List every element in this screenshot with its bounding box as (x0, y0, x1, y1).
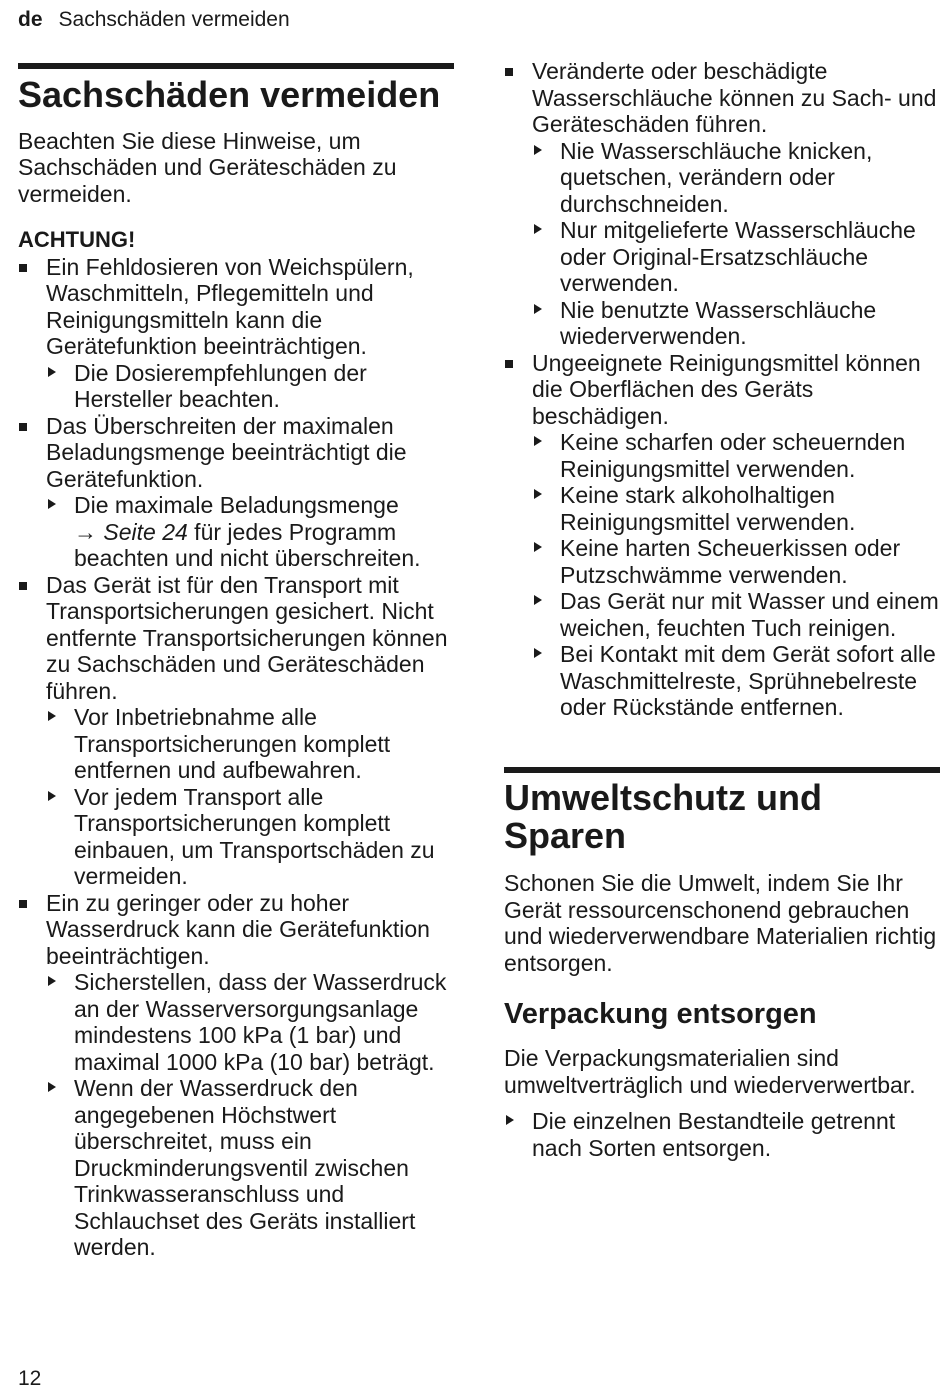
triangle-bullet-icon (48, 499, 56, 509)
warning-text: Ungeeignete Reinigungsmittel können die Oberflächen des Geräts beschädigen. (532, 349, 921, 429)
instruction-item: Sicherstellen, dass der Wasserdruck an der Wasserversorgungsanlage mindestens 100 kPa (1 bar) und maximal 1000 kPa (10 bar) beträgt. (46, 969, 454, 1075)
warning-item (18, 572, 454, 890)
triangle-bullet-icon (534, 542, 542, 552)
instruction-item: Das Gerät nur mit Wasser und einem weichen, feuchten Tuch reinigen. (532, 588, 940, 641)
left-column (18, 0, 454, 1261)
warning-text: Veränderte oder beschädigte Wasserschläuche können zu Sach- und Geräteschäden führen. (532, 58, 937, 137)
warning-item (18, 254, 454, 413)
square-bullet-icon (19, 582, 27, 590)
section-heading: Sachschäden vermeiden (18, 74, 441, 115)
instruction-item: Die einzelnen Bestandteile getrennt nach Sorten entsorgen. (504, 1108, 940, 1161)
section-heading: Umweltschutz und Sparen (504, 776, 823, 857)
triangle-bullet-icon (534, 489, 542, 499)
instruction-item: Keine harten Scheuerkissen oder Putzschwämme verwenden. (532, 535, 940, 588)
instruction-list (532, 138, 940, 350)
instruction-item: Wenn der Wasserdruck den angegebenen Höchstwert überschreitet, muss ein Druckminderungsventil zwischen Trinkwasseranschluss und Schlauchset des Geräts installiert werden. (46, 1075, 454, 1261)
instruction-item: Keine stark alkoholhaltigen Reinigungsmittel verwenden. (532, 482, 940, 535)
square-bullet-icon (19, 900, 27, 908)
instruction-list (532, 429, 940, 721)
warning-item (18, 413, 454, 572)
instruction-item: Keine scharfen oder scheuernden Reinigungsmittel verwenden. (532, 429, 940, 482)
triangle-bullet-icon (534, 595, 542, 605)
instruction-item: Nie Wasserschläuche knicken, quetschen, verändern oder durchschneiden. (532, 138, 940, 218)
triangle-bullet-icon (48, 976, 56, 986)
triangle-bullet-icon (534, 224, 542, 234)
warning-label: ACHTUNG! (18, 227, 136, 253)
triangle-bullet-icon (48, 367, 56, 377)
warning-item (504, 58, 940, 350)
warning-list (18, 254, 454, 1261)
triangle-bullet-icon (534, 648, 542, 658)
warning-item (504, 350, 940, 721)
warning-text: Das Gerät ist für den Transport mit Transportsicherungen gesichert. Nicht entfernte Transportsicherungen können zu Sachschäden und Geräteschäden führen. (46, 571, 448, 704)
env-intro-paragraph: Schonen Sie die Umwelt, indem Sie Ihr Gerät ressourcenschonend gebrauchen und wiederverwendbare Materialien richtig entsorgen. (504, 870, 937, 976)
warning-text: Ein zu geringer oder zu hoher Wasserdruck kann die Gerätefunktion beeinträchtigen. (46, 889, 430, 969)
instruction-item: Die maximale Beladungsmenge → Seite 24 für jedes Programm beachten und nicht überschreiten. (46, 492, 454, 572)
instruction-list (46, 492, 454, 572)
triangle-bullet-icon (506, 1115, 514, 1125)
triangle-bullet-icon (48, 711, 56, 721)
square-bullet-icon (505, 68, 513, 76)
triangle-bullet-icon (48, 791, 56, 801)
subsection-heading: Verpackung entsorgen (504, 998, 817, 1031)
page-number: 12 (18, 1367, 42, 1390)
section-rule (18, 63, 454, 69)
warning-text: Das Überschreiten der maximalen Beladungsmenge beeinträchtigt die Gerätefunktion. (46, 412, 407, 492)
triangle-bullet-icon (48, 1082, 56, 1092)
triangle-bullet-icon (534, 145, 542, 155)
triangle-bullet-icon (534, 304, 542, 314)
intro-paragraph: Beachten Sie diese Hinweise, um Sachschäden und Geräteschäden zu vermeiden. (18, 127, 397, 207)
instruction-item: Die Dosierempfehlungen der Hersteller beachten. (46, 360, 454, 413)
right-column (504, 0, 940, 1161)
instruction-item: Nie benutzte Wasserschläuche wiederverwenden. (532, 297, 940, 350)
instruction-item: Vor Inbetriebnahme alle Transportsicherungen komplett entfernen und aufbewahren. (46, 704, 454, 784)
header-title: Sachschäden vermeiden (58, 8, 290, 31)
section-rule (504, 767, 940, 773)
arrow-icon: → (74, 518, 97, 545)
triangle-bullet-icon (534, 436, 542, 446)
instruction-list (46, 704, 454, 890)
instruction-list (504, 1108, 940, 1161)
packaging-paragraph: Die Verpackungsmaterialien sind umweltverträglich und wiederverwertbar. (504, 1045, 916, 1098)
warning-list (504, 58, 940, 721)
page-reference-link[interactable]: Seite 24 (103, 518, 188, 545)
square-bullet-icon (19, 423, 27, 431)
warning-item (18, 890, 454, 1261)
language-code: de (18, 8, 43, 31)
warning-text: Ein Fehldosieren von Weichspülern, Waschmitteln, Pflegemitteln und Reinigungsmitteln kann die Gerätefunktion beeinträchtigen. (46, 253, 414, 360)
instruction-list (46, 969, 454, 1261)
square-bullet-icon (505, 360, 513, 368)
instruction-item: Nur mitgelieferte Wasserschläuche oder Original-Ersatzschläuche verwenden. (532, 217, 940, 297)
instruction-item: Bei Kontakt mit dem Gerät sofort alle Waschmittelreste, Sprühnebelreste oder Rückstände entfernen. (532, 641, 940, 721)
instruction-item: Vor jedem Transport alle Transportsicherungen komplett einbauen, um Transportschäden zu vermeiden. (46, 784, 454, 890)
instruction-list (46, 360, 454, 413)
square-bullet-icon (19, 264, 27, 272)
